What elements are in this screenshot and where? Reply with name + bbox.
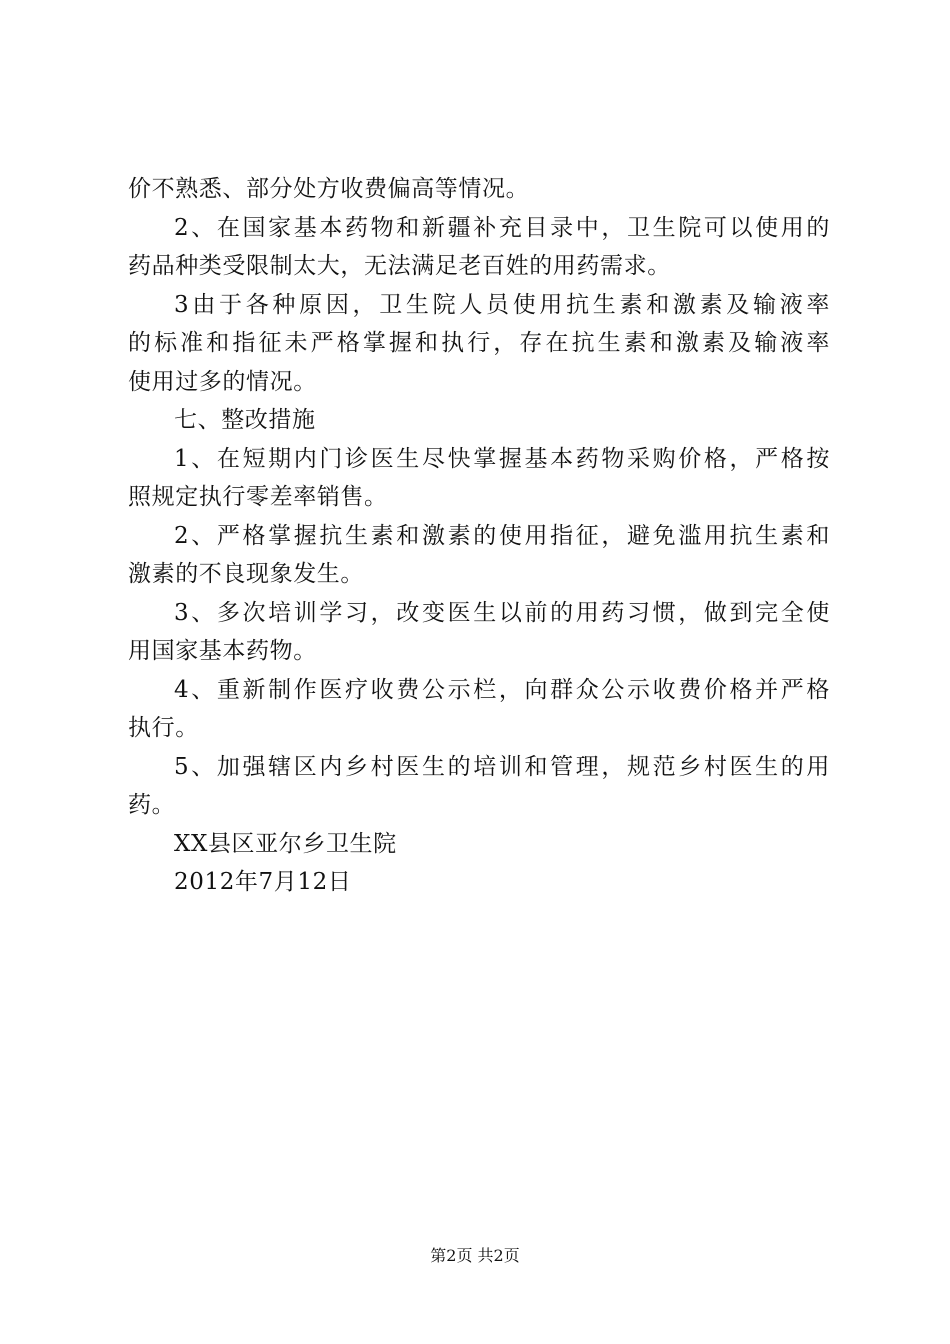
text-line: 2、严格掌握抗生素和激素的使用指征，避免滥用抗生素和 [174,522,830,549]
text-line: 用国家基本药物。 [128,638,317,664]
signature-date: 2012年7月12日 [174,869,352,895]
text-line: 的标准和指征未严格掌握和执行，存在抗生素和激素及输液率 [128,330,830,356]
document-body [128,170,830,902]
text-line: 照规定执行零差率销售。 [128,484,388,510]
text-line: 3、多次培训学习，改变医生以前的用药习惯，做到完全使 [174,599,830,626]
text-line: 3由于各种原因，卫生院人员使用抗生素和激素及输液率 [174,291,830,318]
page-number-footer: 第2页 共2页 [430,1246,520,1265]
text-line: 4、重新制作医疗收费公示栏，向群众公示收费价格并严格 [174,676,830,703]
text-line: 1、在短期内门诊医生尽快掌握基本药物采购价格，严格按 [174,445,830,472]
text-line: 价不熟悉、部分处方收费偏高等情况。 [128,176,530,202]
text-line: 药品种类受限制太大，无法满足老百姓的用药需求。 [128,253,671,279]
section-heading: 七、整改措施 [174,407,316,433]
text-line: 5、加强辖区内乡村医生的培训和管理，规范乡村医生的用 [174,753,830,780]
text-line: 使用过多的情况。 [128,368,317,395]
text-line: 2、在国家基本药物和新疆补充目录中，卫生院可以使用的 [174,214,830,241]
text-line: 激素的不良现象发生。 [128,561,364,587]
text-line: 执行。 [128,715,199,741]
signature-organization: XX县区亚尔乡卫生院 [174,830,397,857]
text-line: 药。 [128,792,176,818]
